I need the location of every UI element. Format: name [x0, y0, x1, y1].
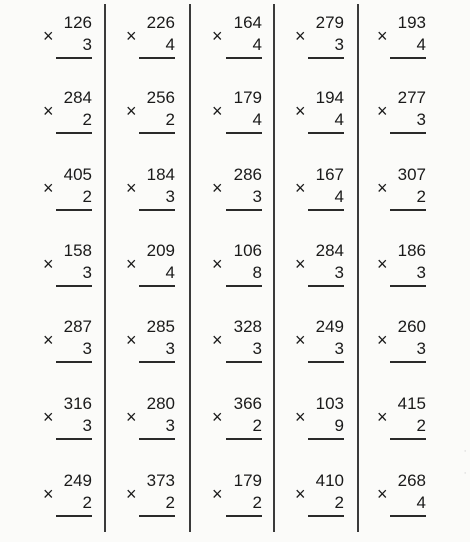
- answer-line: [226, 361, 262, 363]
- column-divider: [104, 4, 106, 532]
- multiplicand: 268: [397, 471, 426, 490]
- multiply-sign: ×: [126, 330, 137, 350]
- multiplication-problem: [212, 10, 262, 70]
- answer-line: [56, 515, 92, 517]
- multiplication-problem: [43, 468, 92, 528]
- multiplication-problem: [126, 162, 175, 222]
- multiplication-problem: [43, 314, 92, 374]
- multiply-sign: ×: [377, 178, 388, 198]
- column-divider: [189, 4, 191, 532]
- multiplicand: 194: [315, 88, 344, 107]
- multiplication-problem: [43, 238, 92, 298]
- answer-line: [56, 438, 92, 440]
- multiplication-problem: [295, 85, 344, 145]
- answer-line: [390, 132, 426, 134]
- multiplier: 3: [82, 416, 92, 435]
- multiplication-problem: [295, 391, 344, 451]
- multiplier: 3: [165, 187, 175, 206]
- multiplication-problem: [295, 468, 344, 528]
- multiplier: 3: [252, 187, 262, 206]
- multiplication-problem: [43, 391, 92, 451]
- multiplicand: 405: [63, 165, 92, 184]
- multiplier: 3: [82, 263, 92, 282]
- multiplication-problem: [43, 162, 92, 222]
- multiply-sign: ×: [43, 254, 54, 274]
- answer-line: [390, 438, 426, 440]
- multiplicand: 186: [397, 241, 426, 260]
- multiply-sign: ×: [377, 330, 388, 350]
- multiply-sign: ×: [212, 101, 223, 121]
- multiplier: 2: [416, 187, 426, 206]
- multiplication-problem: [377, 162, 426, 222]
- multiplicand: 280: [146, 394, 175, 413]
- multiply-sign: ×: [295, 254, 306, 274]
- multiplier: 2: [416, 416, 426, 435]
- multiplier: 3: [82, 35, 92, 54]
- multiplication-problem: [295, 314, 344, 374]
- multiplicand: 179: [233, 471, 262, 490]
- column-divider: [273, 4, 275, 532]
- answer-line: [390, 209, 426, 211]
- multiply-sign: ×: [295, 407, 306, 427]
- multiplicand: 328: [233, 317, 262, 336]
- multiply-sign: ×: [377, 407, 388, 427]
- multiplicand: 126: [63, 13, 92, 32]
- answer-line: [226, 57, 262, 59]
- answer-line: [56, 57, 92, 59]
- multiplication-problem: [126, 10, 175, 70]
- answer-line: [226, 285, 262, 287]
- multiplier: 4: [334, 110, 344, 129]
- answer-line: [308, 361, 344, 363]
- multiply-sign: ×: [295, 26, 306, 46]
- multiply-sign: ×: [377, 26, 388, 46]
- multiplication-problem: [212, 468, 262, 528]
- multiply-sign: ×: [43, 484, 54, 504]
- multiply-sign: ×: [295, 101, 306, 121]
- answer-line: [226, 438, 262, 440]
- multiplier: 3: [334, 339, 344, 358]
- multiplicand: 179: [233, 88, 262, 107]
- multiply-sign: ×: [377, 101, 388, 121]
- multiply-sign: ×: [212, 407, 223, 427]
- multiplicand: 260: [397, 317, 426, 336]
- multiplicand: 106: [233, 241, 262, 260]
- multiplicand: 209: [146, 241, 175, 260]
- multiplier: 4: [416, 35, 426, 54]
- multiplication-problem: [295, 162, 344, 222]
- multiplicand: 284: [315, 241, 344, 260]
- multiplication-problem: [212, 238, 262, 298]
- multiplicand: 158: [63, 241, 92, 260]
- multiply-sign: ×: [43, 330, 54, 350]
- multiplication-problem: [126, 314, 175, 374]
- multiplicand: 277: [397, 88, 426, 107]
- multiplier: 3: [416, 339, 426, 358]
- multiplication-problem: [377, 238, 426, 298]
- multiplier: 9: [334, 416, 344, 435]
- multiplicand: 249: [315, 317, 344, 336]
- multiplier: 3: [416, 110, 426, 129]
- multiplicand: 284: [63, 88, 92, 107]
- multiplication-problem: [212, 391, 262, 451]
- answer-line: [226, 132, 262, 134]
- multiplicand: 184: [146, 165, 175, 184]
- multiply-sign: ×: [212, 330, 223, 350]
- multiplicand: 193: [397, 13, 426, 32]
- answer-line: [56, 209, 92, 211]
- multiplication-problem: [43, 10, 92, 70]
- multiplication-problem: [295, 238, 344, 298]
- multiplier: 4: [334, 187, 344, 206]
- multiplication-problem: [377, 314, 426, 374]
- answer-line: [390, 285, 426, 287]
- multiply-sign: ×: [212, 178, 223, 198]
- multiplier: 3: [252, 339, 262, 358]
- multiply-sign: ×: [126, 101, 137, 121]
- answer-line: [139, 132, 175, 134]
- multiply-sign: ×: [377, 484, 388, 504]
- multiplier: 2: [82, 110, 92, 129]
- answer-line: [226, 209, 262, 211]
- answer-line: [139, 209, 175, 211]
- multiplication-problem: [212, 314, 262, 374]
- multiplicand: 287: [63, 317, 92, 336]
- multiplication-problem: [377, 10, 426, 70]
- multiplier: 3: [334, 263, 344, 282]
- multiplier: 4: [416, 493, 426, 512]
- answer-line: [308, 132, 344, 134]
- answer-line: [308, 515, 344, 517]
- multiplier: 2: [334, 493, 344, 512]
- multiplicand: 279: [315, 13, 344, 32]
- multiply-sign: ×: [43, 101, 54, 121]
- answer-line: [56, 361, 92, 363]
- multiplier: 2: [252, 493, 262, 512]
- column-divider: [357, 4, 359, 532]
- multiplication-problem: [377, 85, 426, 145]
- multiplication-problem: [295, 10, 344, 70]
- multiply-sign: ×: [126, 26, 137, 46]
- answer-line: [308, 209, 344, 211]
- answer-line: [56, 132, 92, 134]
- multiplication-problem: [212, 162, 262, 222]
- multiply-sign: ×: [377, 254, 388, 274]
- multiplicand: 410: [315, 471, 344, 490]
- multiply-sign: ×: [126, 407, 137, 427]
- multiplication-problem: [377, 391, 426, 451]
- multiplicand: 286: [233, 165, 262, 184]
- answer-line: [308, 438, 344, 440]
- multiply-sign: ×: [43, 407, 54, 427]
- answer-line: [139, 361, 175, 363]
- answer-line: [139, 438, 175, 440]
- multiplier: 4: [165, 263, 175, 282]
- multiply-sign: ×: [126, 484, 137, 504]
- multiplicand: 285: [146, 317, 175, 336]
- multiplier: 3: [165, 339, 175, 358]
- multiplication-problem: [126, 468, 175, 528]
- answer-line: [56, 285, 92, 287]
- multiplicand: 307: [397, 165, 426, 184]
- multiplier: 4: [165, 35, 175, 54]
- faint-mark: ˙: [463, 448, 468, 463]
- multiplier: 8: [252, 263, 262, 282]
- multiplier: 2: [82, 493, 92, 512]
- multiplier: 2: [82, 187, 92, 206]
- answer-line: [139, 515, 175, 517]
- faint-mark: ˙: [463, 470, 468, 485]
- multiplicand: 249: [63, 471, 92, 490]
- multiplier: 2: [165, 493, 175, 512]
- multiplier: 3: [416, 263, 426, 282]
- multiplication-problem: [126, 391, 175, 451]
- multiply-sign: ×: [295, 484, 306, 504]
- multiplier: 2: [252, 416, 262, 435]
- multiply-sign: ×: [295, 178, 306, 198]
- multiply-sign: ×: [212, 254, 223, 274]
- answer-line: [139, 285, 175, 287]
- answer-line: [226, 515, 262, 517]
- multiplicand: 164: [233, 13, 262, 32]
- multiply-sign: ×: [43, 26, 54, 46]
- multiply-sign: ×: [126, 178, 137, 198]
- multiplicand: 366: [233, 394, 262, 413]
- multiply-sign: ×: [212, 484, 223, 504]
- multiplier: 4: [252, 110, 262, 129]
- multiplicand: 415: [397, 394, 426, 413]
- multiplier: 3: [165, 416, 175, 435]
- multiplier: 4: [252, 35, 262, 54]
- multiplicand: 373: [146, 471, 175, 490]
- multiply-sign: ×: [212, 26, 223, 46]
- multiplier: 3: [334, 35, 344, 54]
- multiplicand: 226: [146, 13, 175, 32]
- multiplication-problem: [126, 85, 175, 145]
- answer-line: [390, 361, 426, 363]
- answer-line: [390, 515, 426, 517]
- multiplication-problem: [126, 238, 175, 298]
- multiplier: 3: [82, 339, 92, 358]
- multiplier: 2: [165, 110, 175, 129]
- multiply-sign: ×: [295, 330, 306, 350]
- multiplication-problem: [43, 85, 92, 145]
- multiply-sign: ×: [43, 178, 54, 198]
- multiplicand: 256: [146, 88, 175, 107]
- multiplicand: 103: [315, 394, 344, 413]
- multiplication-problem: [212, 85, 262, 145]
- multiplication-problem: [377, 468, 426, 528]
- multiplicand: 316: [63, 394, 92, 413]
- answer-line: [308, 285, 344, 287]
- answer-line: [390, 57, 426, 59]
- multiply-sign: ×: [126, 254, 137, 274]
- answer-line: [139, 57, 175, 59]
- answer-line: [308, 57, 344, 59]
- multiplicand: 167: [315, 165, 344, 184]
